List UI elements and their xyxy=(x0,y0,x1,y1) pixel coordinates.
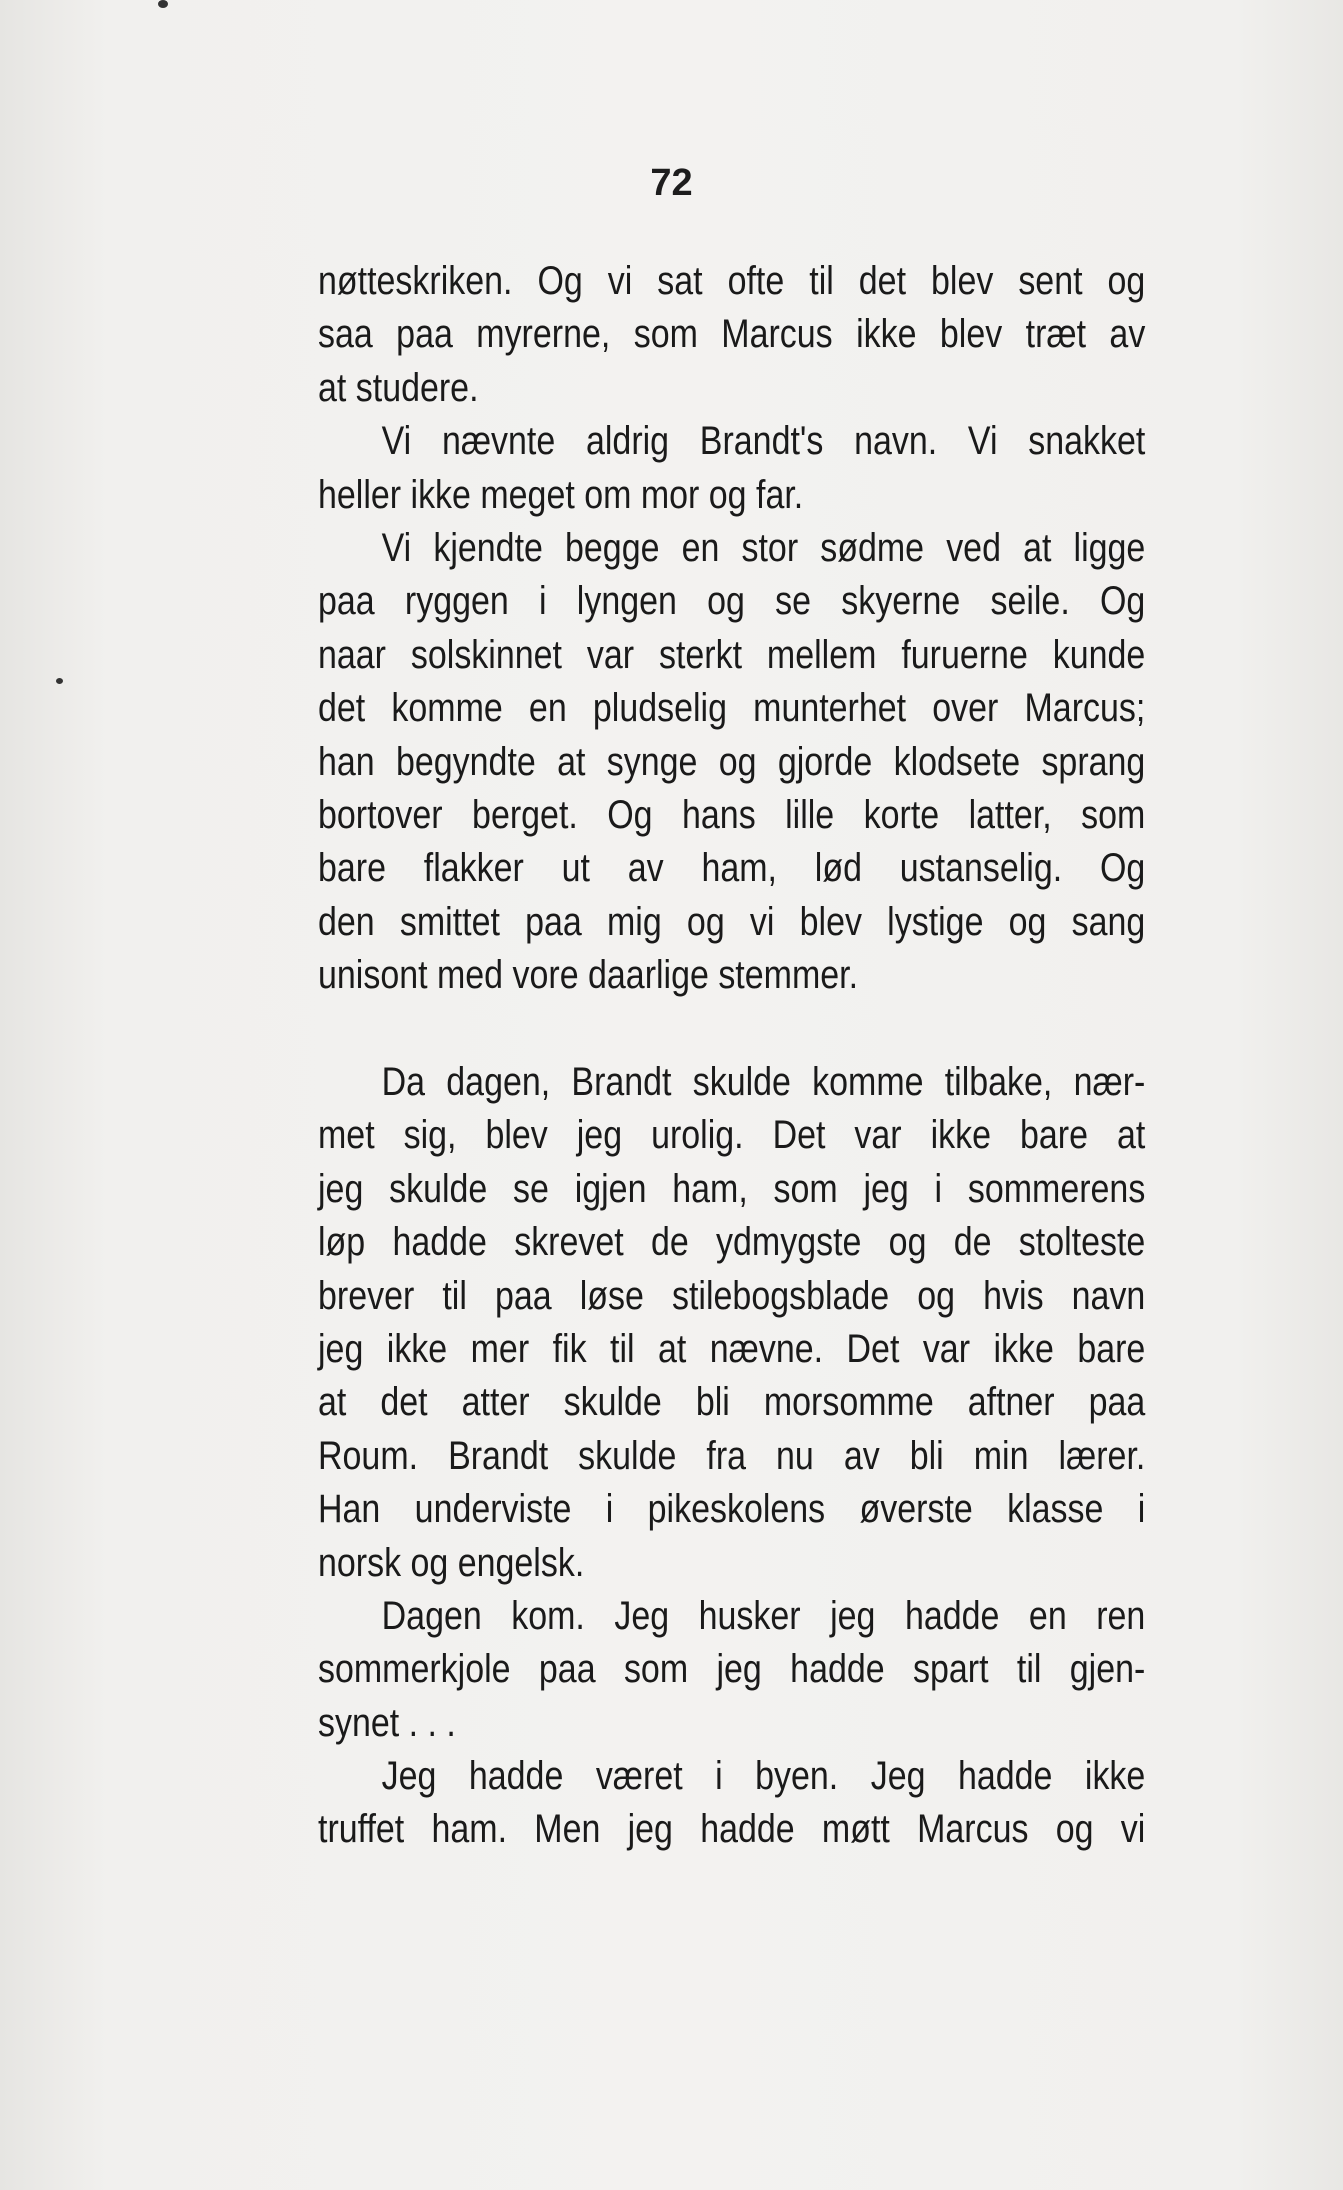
text-line: Da dagen, Brandt skulde komme tilbake, nær- xyxy=(381,1060,1146,1104)
text-line: Han underviste i pikeskolens øverste klasse i xyxy=(318,1487,1146,1532)
ink-speck xyxy=(158,0,168,8)
text-line: heller ikke meget om mor og far. xyxy=(318,472,804,517)
text-line: den smittet paa mig og vi blev lystige og sang xyxy=(318,899,1146,944)
page-number: 72 xyxy=(650,162,693,204)
text-line: nøtteskriken. Og vi sat ofte til det blev sent og xyxy=(318,259,1146,303)
text-line: naar solskinnet var sterkt mellem furuerne kunde xyxy=(318,632,1146,677)
text-line: sommerkjole paa som jeg hadde spart til gjen- xyxy=(318,1647,1146,1692)
text-line: bare flakker ut av ham, lød ustanselig. Og xyxy=(318,846,1146,891)
text-line: at det atter skulde bli morsomme aftner paa xyxy=(318,1380,1146,1425)
text-line: han begyndte at synge og gjorde klodsete sprang xyxy=(318,739,1146,784)
text-line: unisont med vore daarlige stemmer. xyxy=(318,953,859,998)
text-line: Roum. Brandt skulde fra nu av bli min lærer. xyxy=(318,1433,1146,1478)
text-line: jeg skulde se igjen ham, som jeg i sommerens xyxy=(318,1166,1146,1211)
text-line: Dagen kom. Jeg husker jeg hadde en ren xyxy=(381,1593,1146,1638)
text-line: paa ryggen i lyngen og se skyerne seile. Og xyxy=(318,579,1146,624)
text-line: at studere. xyxy=(318,365,479,410)
text-line: Jeg hadde været i byen. Jeg hadde ikke xyxy=(381,1754,1146,1799)
text-block-bottom xyxy=(318,1056,1145,1857)
text-line: bortover berget. Og hans lille korte latter, som xyxy=(318,792,1146,837)
text-line: Vi kjendte begge en stor sødme ved at ligge xyxy=(381,525,1146,570)
text-line: truffet ham. Men jeg hadde møtt Marcus og vi xyxy=(318,1807,1146,1852)
text-line: brever til paa løse stilebogsblade og hvis navn xyxy=(318,1273,1146,1318)
text-line: løp hadde skrevet de ydmygste og de stolteste xyxy=(318,1220,1146,1265)
text-line: norsk og engelsk. xyxy=(318,1540,585,1585)
ink-speck xyxy=(56,678,63,684)
text-block-top xyxy=(318,255,1145,1002)
text-line: Vi nævnte aldrig Brandt's navn. Vi snakket xyxy=(381,419,1146,464)
text-line: jeg ikke mer fik til at nævne. Det var ikke bare xyxy=(318,1326,1146,1371)
text-line: met sig, blev jeg urolig. Det var ikke bare at xyxy=(318,1113,1146,1158)
text-line: saa paa myrerne, som Marcus ikke blev træt av xyxy=(318,312,1146,357)
text-line: synet . . . xyxy=(318,1700,456,1745)
text-line: det komme en pludselig munterhet over Marcus; xyxy=(318,686,1146,731)
